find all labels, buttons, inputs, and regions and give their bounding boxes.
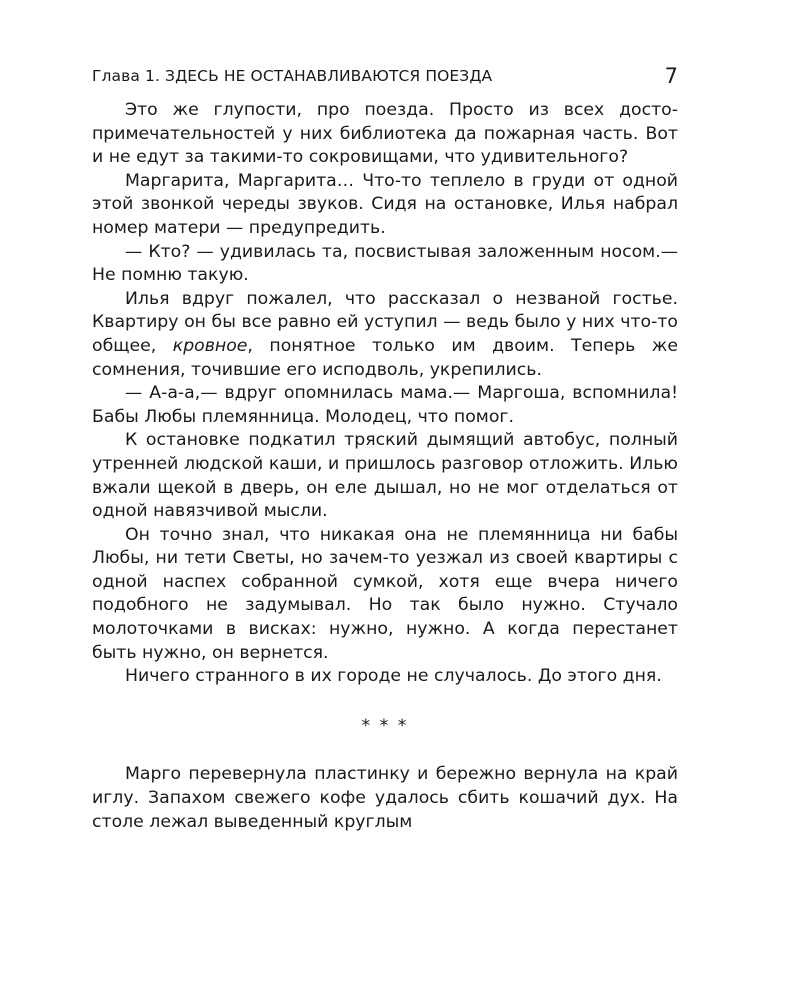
paragraph: Маргарита, Маргарита… Что-то теплело в груди от одной этой звонкой череды звуков. Сидя на остановке, Илья набрал номер матери — предупредить. <box>92 170 678 238</box>
paragraph: Он точно знал, что никакая она не племянница ни бабы Любы, ни тети Светы, но зачем-то уезжал из своей квартиры с одной наспех собранной сумкой, хотя еще вчера ничего подобного не задумывал. Но так было нужно. Стучало молоточками в висках: нужно, нужно. А когда перестанет быть нужно, он вернется. <box>92 524 678 663</box>
page-number: 7 <box>664 64 678 88</box>
paragraph-text: Илья вдруг пожалел, что рассказал о незваной гостье. Квартиру он бы все равно ей уступил — ведь было у них что-то общее, <box>92 288 678 356</box>
paragraph-text: , понятное только им двоим. Теперь же сомнения, точившие его исподволь, укрепились. <box>92 335 678 380</box>
paragraph <box>92 288 678 382</box>
paragraph: Марго перевернула пластинку и бережно вернула на край иглу. Запахом свежего кофе удалось сбить кошачий дух. На столе лежал выведенный круглым <box>92 764 678 832</box>
paragraph: — Кто? — удивилась та, посвистывая заложенным носом.— Не помню такую. <box>92 241 678 286</box>
paragraph: К остановке подкатил тряский дымящий автобус, полный утренней людской каши, и пришлось разговор отложить. Илью вжали щекой в дверь, он еле дышал, но не мог отделаться от одной навязчивой мысли. <box>92 430 678 522</box>
paragraph: — А-а-а,— вдруг опомнилась мама.— Маргоша, вспомнила! Бабы Любы племянница. Молодец, что помог. <box>92 383 678 427</box>
section-separator: * * * <box>361 715 409 736</box>
paragraph: Это же глупости, про поезда. Просто из всех достопримечательностей у них библиотека да пожарная часть. Вот и не едут за такими-то сокровищами, что удивительного? <box>92 100 678 168</box>
running-header <box>92 62 678 86</box>
page-body <box>92 99 678 834</box>
paragraph: Ничего странного в их городе не случалось. До этого дня. <box>125 666 662 687</box>
emphasized-word: кровное <box>172 335 248 356</box>
chapter-title: Глава 1. ЗДЕСЬ НЕ ОСТАНАВЛИВАЮТСЯ ПОЕЗДА <box>92 67 493 85</box>
